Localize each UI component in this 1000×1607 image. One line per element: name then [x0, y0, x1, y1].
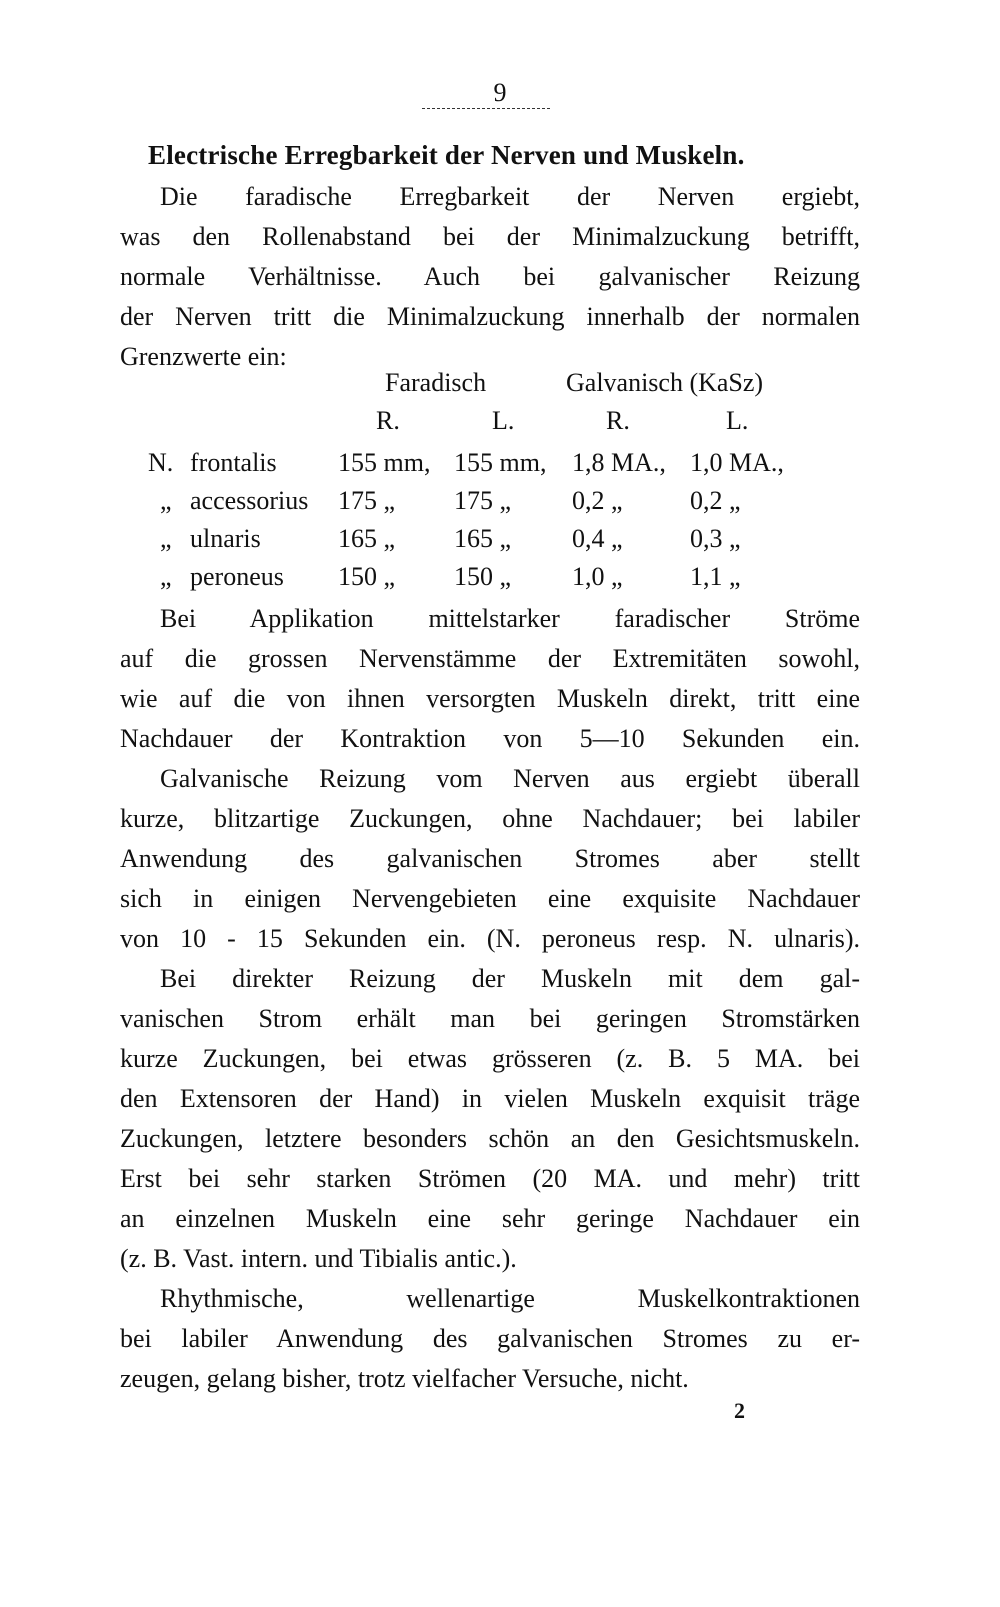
section-heading: Electrische Erregbarkeit der Nerven und Muskeln. [148, 140, 745, 170]
value-faradic-left: 175 „ [454, 486, 512, 515]
value-faradic-right: 150 „ [338, 562, 396, 591]
text-line: (z. B. Vast. intern. und Tibialis antic.). [120, 1244, 517, 1273]
text-line: an einzelnen Muskeln eine sehr geringe Nachdauer ein [120, 1204, 860, 1233]
text-line: normale Verhältnisse. Auch bei galvanischer Reizung [120, 262, 860, 291]
nerve-name: frontalis [190, 448, 277, 477]
page-number-rule [422, 108, 550, 109]
value-faradic-left: 165 „ [454, 524, 512, 553]
value-galvanic-right: 1,0 „ [572, 562, 623, 591]
text-line: sich in einigen Nervengebieten eine exquisite Nachdauer [120, 884, 860, 913]
row-prefix: „ [160, 562, 172, 591]
value-faradic-right: 155 mm, [338, 448, 431, 477]
nerve-name: accessorius [190, 486, 309, 515]
nerve-name: peroneus [190, 562, 284, 591]
text-line: Anwendung des galvanischen Stromes aber stellt [120, 844, 860, 873]
printer-signature-mark: 2 [734, 1398, 745, 1423]
value-galvanic-left: 0,2 „ [690, 486, 741, 515]
value-galvanic-left: 1,0 MA., [690, 448, 784, 477]
value-faradic-right: 165 „ [338, 524, 396, 553]
value-galvanic-right: 0,2 „ [572, 486, 623, 515]
text-line: Grenzwerte ein: [120, 342, 287, 371]
text-line: wie auf die von ihnen versorgten Muskeln direkt, tritt eine [120, 684, 860, 713]
text-line: auf die grossen Nervenstämme der Extremitäten sowohl, [120, 644, 860, 673]
text-line: Galvanische Reizung vom Nerven aus ergiebt überall [160, 764, 860, 793]
table-side-header: L. [726, 406, 749, 435]
text-line: Die faradische Erregbarkeit der Nerven ergiebt, [160, 182, 860, 211]
text-line: kurze, blitzartige Zuckungen, ohne Nachdauer; bei labiler [120, 804, 860, 833]
text-line: bei labiler Anwendung des galvanischen Stromes zu er- [120, 1324, 860, 1353]
text-line: Erst bei sehr starken Strömen (20 MA. und mehr) tritt [120, 1164, 860, 1193]
text-line: vanischen Strom erhält man bei geringen Stromstärken [120, 1004, 860, 1033]
nerve-name: ulnaris [190, 524, 261, 553]
value-galvanic-right: 1,8 MA., [572, 448, 666, 477]
row-prefix: „ [160, 524, 172, 553]
value-galvanic-left: 1,1 „ [690, 562, 741, 591]
table-side-header: R. [376, 406, 400, 435]
value-faradic-right: 175 „ [338, 486, 396, 515]
value-galvanic-right: 0,4 „ [572, 524, 623, 553]
row-prefix: „ [160, 486, 172, 515]
text-line: was den Rollenabstand bei der Minimalzuckung betrifft, [120, 222, 860, 251]
value-faradic-left: 150 „ [454, 562, 512, 591]
page-number: 9 [493, 78, 507, 107]
text-line: Bei direkter Reizung der Muskeln mit dem gal- [160, 964, 860, 993]
text-line: von 10 - 15 Sekunden ein. (N. peroneus resp. N. ulnaris). [120, 924, 860, 953]
text-line: Bei Applikation mittelstarker faradischer Ströme [160, 604, 860, 633]
value-galvanic-left: 0,3 „ [690, 524, 741, 553]
table-side-header: L. [492, 406, 515, 435]
text-line: Rhythmische, wellenartige Muskelkontraktionen [160, 1284, 860, 1313]
table-group-header-faradic: Faradisch [385, 368, 487, 397]
text-line: der Nerven tritt die Minimalzuckung innerhalb der normalen [120, 302, 860, 331]
text-line: den Extensoren der Hand) in vielen Muskeln exquisit träge [120, 1084, 860, 1113]
text-line: Nachdauer der Kontraktion von 5—10 Sekunden ein. [120, 724, 860, 753]
text-line: kurze Zuckungen, bei etwas grösseren (z. B. 5 MA. bei [120, 1044, 860, 1073]
text-line: zeugen, gelang bisher, trotz vielfacher Versuche, nicht. [120, 1364, 689, 1393]
table-side-header: R. [606, 406, 630, 435]
value-faradic-left: 155 mm, [454, 448, 547, 477]
table-group-header-galvanic: Galvanisch (KaSz) [566, 368, 764, 397]
row-prefix: N. [148, 448, 174, 477]
text-line: Zuckungen, letztere besonders schön an den Gesichtsmuskeln. [120, 1124, 860, 1153]
